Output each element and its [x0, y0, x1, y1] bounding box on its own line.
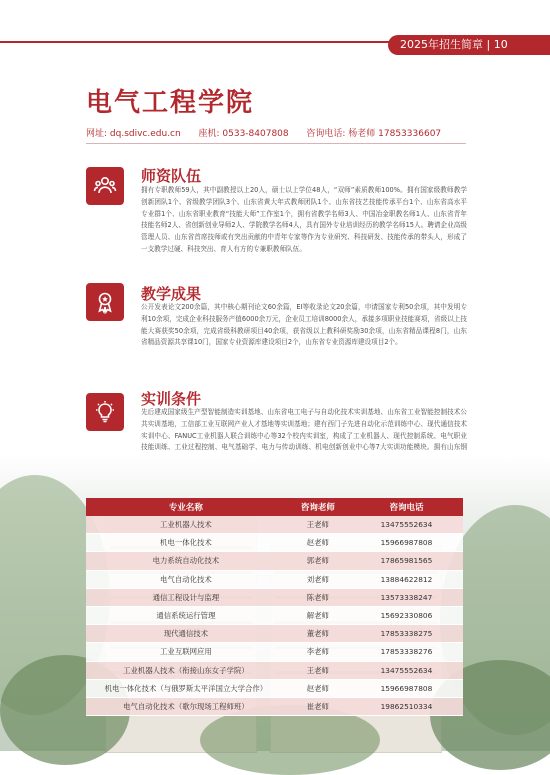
table-row — [86, 606, 463, 624]
major-name: 现代通信技术 — [86, 625, 286, 643]
teacher-name: 王老师 — [286, 661, 350, 679]
table-row — [86, 588, 463, 606]
phone-number: 17865981565 — [350, 552, 463, 570]
phone-number: 17853338275 — [350, 625, 463, 643]
people-icon — [86, 167, 124, 205]
major-name: 工业互联网应用 — [86, 643, 286, 661]
phone-label: 座机: — [198, 129, 220, 139]
teacher-name: 陈老师 — [286, 588, 350, 606]
teacher-name: 王老师 — [286, 516, 350, 534]
header-phone: 咨询电话 — [350, 498, 463, 516]
phone-number: 13884622812 — [350, 570, 463, 588]
major-name: 电气自动化技术 — [86, 570, 286, 588]
phone-number: 13475552634 — [350, 661, 463, 679]
teacher-name: 刘老师 — [286, 570, 350, 588]
consult-label: 咨询电话: — [306, 129, 346, 139]
page-title: 电气工程学院 — [86, 88, 255, 118]
majors-table — [86, 498, 463, 716]
phone-number: 15692330806 — [350, 606, 463, 624]
lightbulb-icon — [86, 393, 124, 431]
major-name: 电力系统自动化技术 — [86, 552, 286, 570]
major-name: 机电一体化技术（与俄罗斯太平洋国立大学合作） — [86, 679, 286, 697]
table-header-row — [86, 498, 463, 516]
contact-info — [86, 126, 441, 139]
phone-number: 13475552634 — [350, 516, 463, 534]
table-row — [86, 534, 463, 552]
medal-icon — [86, 283, 124, 321]
website-link[interactable]: dq.sdivc.edu.cn — [109, 129, 181, 139]
section-title-faculty: 师资队伍 — [141, 167, 202, 185]
section-title-training: 实训条件 — [141, 390, 202, 408]
section-title-achievements: 教学成果 — [141, 285, 202, 303]
page-tab-label: 2025年招生简章 | 10 — [388, 35, 550, 55]
teacher-name: 赵老师 — [286, 679, 350, 697]
phone-number: 13573338247 — [350, 588, 463, 606]
table-row — [86, 679, 463, 697]
header-major: 专业名称 — [86, 498, 286, 516]
website-label: 网址: — [86, 129, 108, 139]
teacher-name: 崔老师 — [286, 697, 350, 715]
table-row — [86, 661, 463, 679]
table-row — [86, 697, 463, 715]
major-name: 机电一体化技术 — [86, 534, 286, 552]
phone-number: 19862510334 — [350, 697, 463, 715]
section-body-achievements: 公开发表论文200余篇，其中核心期刊论文60余篇，EI等收录论文20余篇，申请国家专利50余项，其中发明专利10余项，完成企业科技服务产值6000余万元，企业员工培训8000余人，承接多项职业技能赛项，省级以上技能大赛获奖50余项，完成省级科教研项目40余项，获省级以上教科研奖励30余项，山东省精品课程8门，山东省精品资源共享课10门，国家专业资源库建设项目2个，山东省专业资源库建设项目2个。 — [141, 303, 467, 347]
major-name: 电气自动化技术（歌尔现场工程师班） — [86, 697, 286, 715]
major-name: 通信系统运行管理 — [86, 606, 286, 624]
teacher-name: 李老师 — [286, 643, 350, 661]
teacher-name: 董老师 — [286, 625, 350, 643]
teacher-name: 赵老师 — [286, 534, 350, 552]
major-name: 通信工程设计与监理 — [86, 588, 286, 606]
major-name: 工业机器人技术（衔接山东女子学院） — [86, 661, 286, 679]
table-row — [86, 570, 463, 588]
table-row — [86, 643, 463, 661]
section-body-training: 先后建成国家级生产型智能制造实训基地、山东省电工电子与自动化技术实训基地、山东省工业智能控制技术公共实训基地，工信部工业互联网产业人才基地等实训基地；建有西门子先进自动化示范训练中心、现代通信技术实训中心、FANUC工业机器人联合训练中心等32个校内实训室，构成了工业机器人、现代控制系统、电气职业技能训练、工业过程控制、电气基础学、电力与传动训练、机电创新创业中心等7大实训功能模块。拥有山东钢 — [141, 408, 467, 452]
section-body-faculty: 拥有专职教师59人，其中副教授以上20人，硕士以上学位48人，“双师”素质教师100%。拥有国家级教师教学创新团队1个、省级教学团队3个、山东省黄大年式教师团队1个、山东省技艺技能传承平台1个、山东省高水平专业群1个、山东省职业教育“技能大师”工作室1个，拥有省教学名师3人、中国冶金职教名师1人、山东省青年技能名师2人、省创新创业导师2人、学院教学名师4人，具有国外专业培训经历的教学名师15人。聘请企业高级管理人员、山东省首席技师或有突出贡献的中青年专家等作为专业研究、科技研发、技能传承的带头人，形成了一支教学过硬、科技突出、育人有方的专兼职教师队伍。 — [141, 186, 467, 253]
consult-contact: 杨老师 17853336607 — [348, 129, 442, 139]
teacher-name: 郭老师 — [286, 552, 350, 570]
teacher-name: 解老师 — [286, 606, 350, 624]
table-row — [86, 516, 463, 534]
header-teacher: 咨询老师 — [286, 498, 350, 516]
phone-number: 17853338276 — [350, 643, 463, 661]
title-divider — [86, 143, 466, 144]
major-name: 工业机器人技术 — [86, 516, 286, 534]
table-row — [86, 625, 463, 643]
phone-number: 15966987808 — [350, 534, 463, 552]
phone-number: 15966987808 — [350, 679, 463, 697]
table-row — [86, 552, 463, 570]
phone-number: 0533-8407808 — [222, 129, 289, 139]
